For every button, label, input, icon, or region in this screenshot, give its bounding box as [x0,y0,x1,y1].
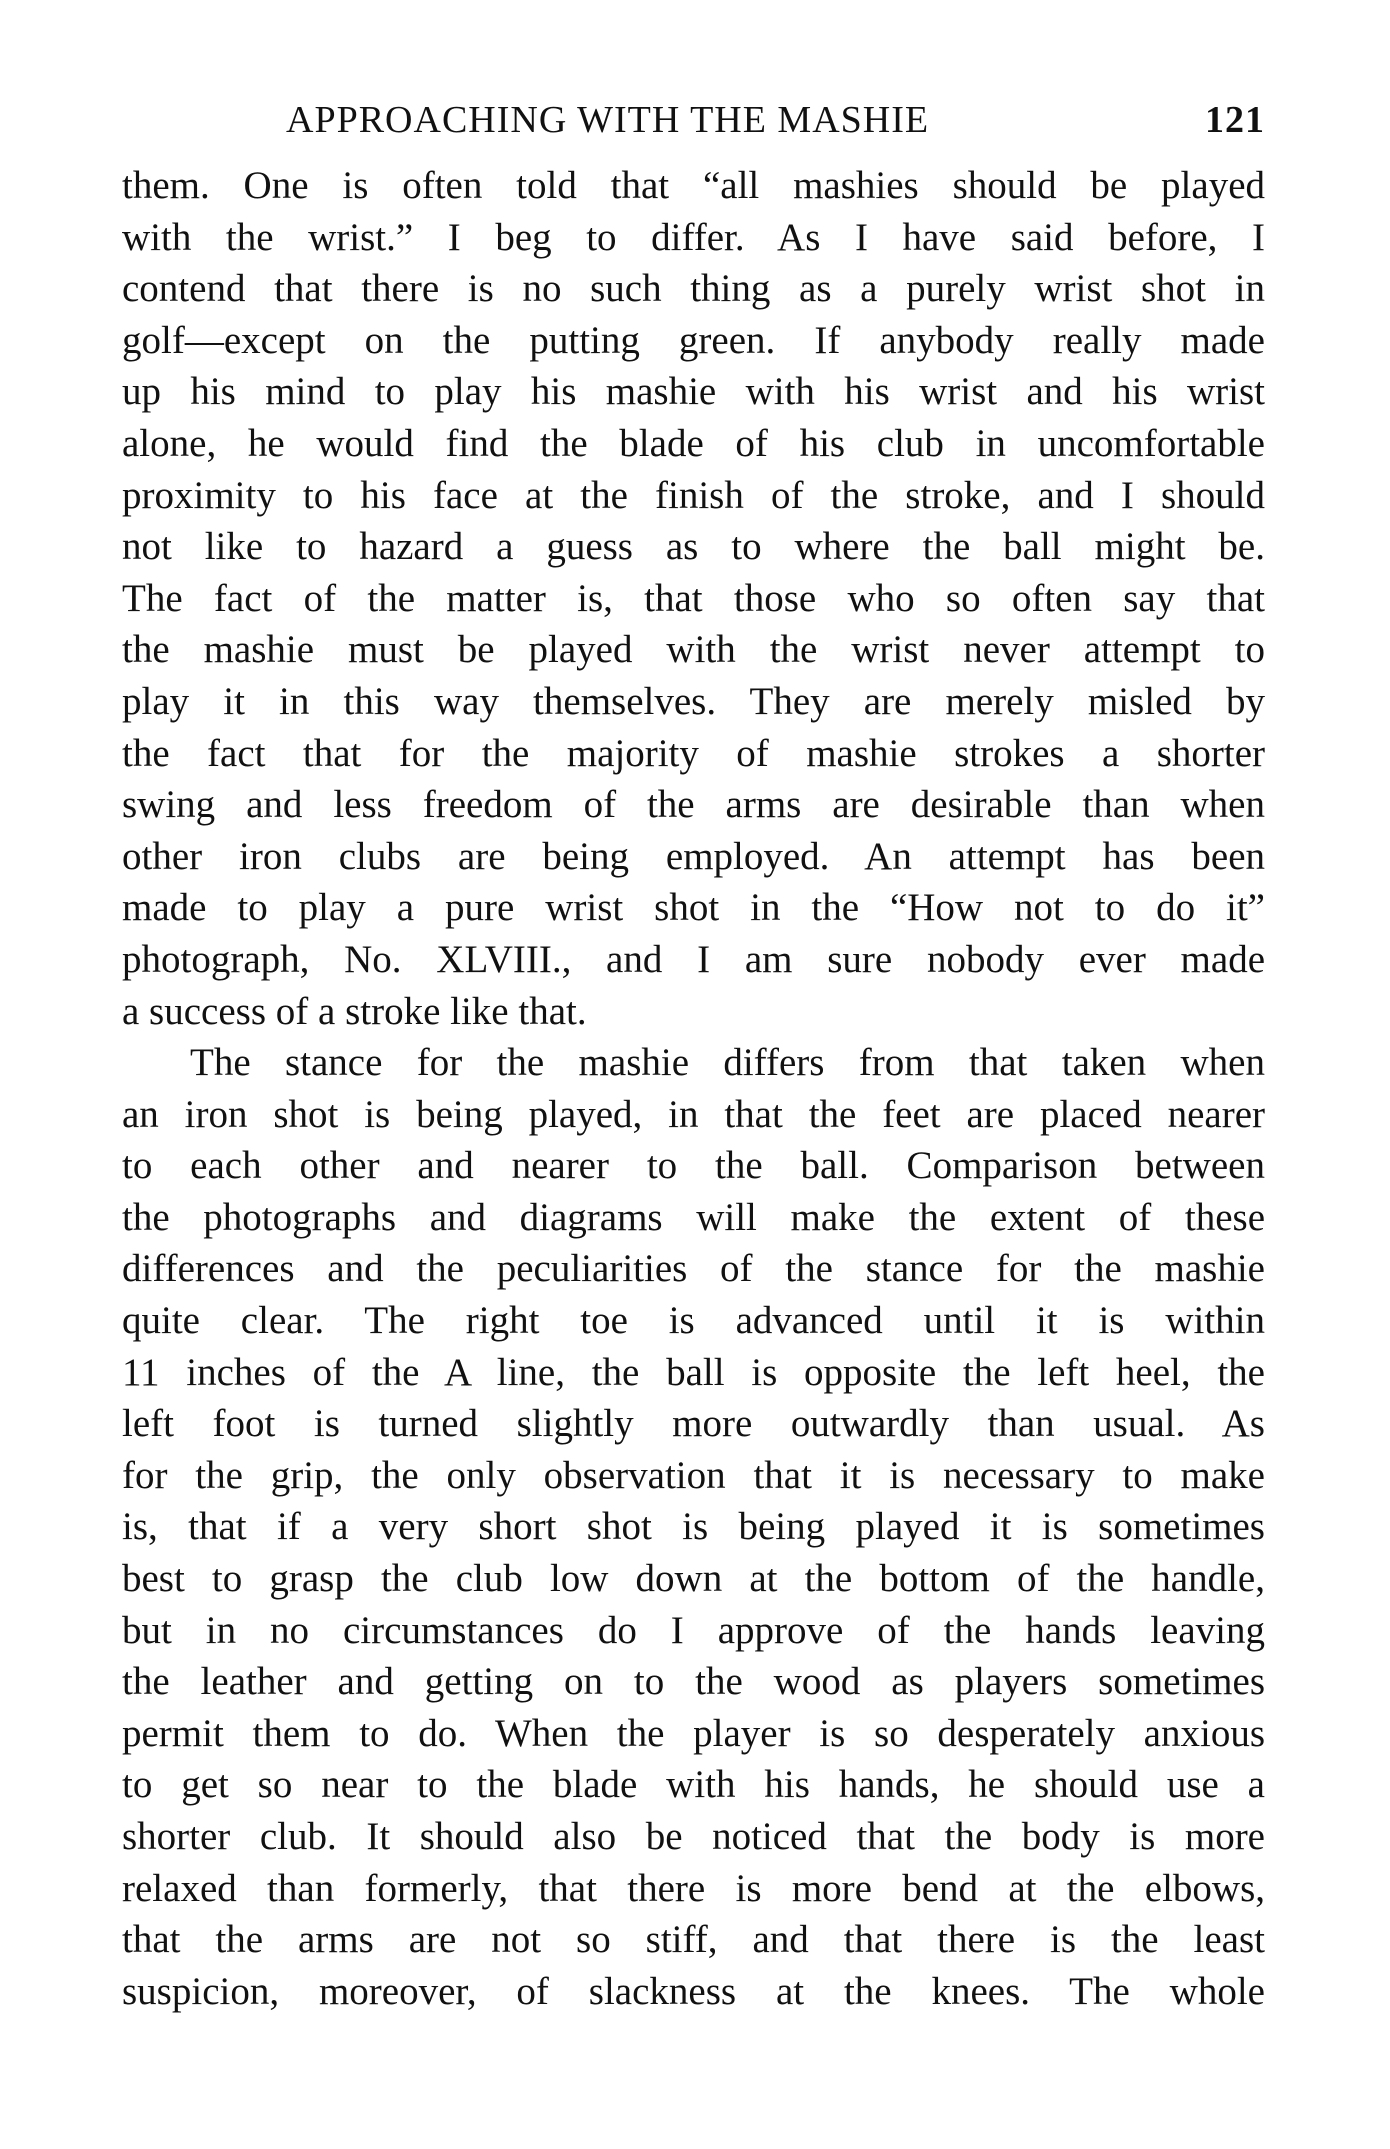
running-header [120,98,1265,146]
text-line: The stance for the mashie differs from that taken when [190,1041,1265,1085]
text-line: best to grasp the club low down at the bottom of the handle, [122,1557,1265,1601]
text-line: differences and the peculiarities of the stance for the mashie [122,1247,1265,1291]
text-line: is, that if a very short shot is being played it is sometimes [122,1505,1265,1549]
text-line: a success of a stroke like that. [122,989,587,1033]
text-line: contend that there is no such thing as a purely wrist shot in [122,267,1265,311]
text-line: quite clear. The right toe is advanced until it is within [122,1299,1265,1343]
text-line: The fact of the matter is, that those who so often say that [122,576,1265,620]
text-line: alone, he would find the blade of his club in uncomfortable [122,421,1265,465]
text-line: the fact that for the majority of mashie strokes a shorter [122,731,1265,775]
text-line: photograph, No. XLVIII., and I am sure nobody ever made [122,937,1265,981]
text-line: but in no circumstances do I approve of the hands leaving [122,1608,1265,1652]
text-line: not like to hazard a guess as to where the ball might be. [122,525,1265,569]
text-line: made to play a pure wrist shot in the “How not to do it” [122,886,1265,930]
text-line: permit them to do. When the player is so desperately anxious [122,1711,1265,1755]
text-line: them. One is often told that “all mashies should be played [122,164,1265,207]
text-line: other iron clubs are being employed. An attempt has been [122,834,1265,878]
text-line: to each other and nearer to the ball. Comparison between [122,1144,1265,1188]
text-line: golf—except on the putting green. If anybody really made [122,318,1265,362]
text-line: play it in this way themselves. They are merely misled by [122,679,1265,723]
text-line: with the wrist.” I beg to differ. As I have said before, I [122,215,1265,259]
text-line: shorter club. It should also be noticed that the body is more [122,1815,1265,1858]
text-line: proximity to his face at the finish of the stroke, and I should [122,473,1265,517]
body-text [122,160,1265,2017]
text-line: left foot is turned slightly more outwardly than usual. As [122,1402,1265,1446]
text-line: 11 inches of the A line, the ball is opposite the left heel, the [122,1350,1265,1394]
text-line: the photographs and diagrams will make the extent of these [122,1195,1265,1239]
text-line: swing and less freedom of the arms are desirable than when [122,783,1265,827]
text-line: suspicion, moreover, of slackness at the knees. The whole [122,1969,1265,2013]
text-line: for the grip, the only observation that it is necessary to make [122,1453,1265,1497]
text-line: relaxed than formerly, that there is more bend at the elbows, [122,1866,1265,1910]
text-line: the leather and getting on to the wood as players sometimes [122,1660,1265,1704]
page-number: 121 [1205,99,1265,141]
text-line: that the arms are not so stiff, and that there is the least [122,1918,1265,1962]
text-line: up his mind to play his mashie with his wrist and his wrist [122,370,1265,414]
text-line: the mashie must be played with the wrist never attempt to [122,628,1265,672]
running-title: APPROACHING WITH THE MASHIE [286,99,930,141]
text-line: to get so near to the blade with his hands, he should use a [122,1763,1265,1807]
text-line: an iron shot is being played, in that the feet are placed nearer [122,1092,1265,1136]
